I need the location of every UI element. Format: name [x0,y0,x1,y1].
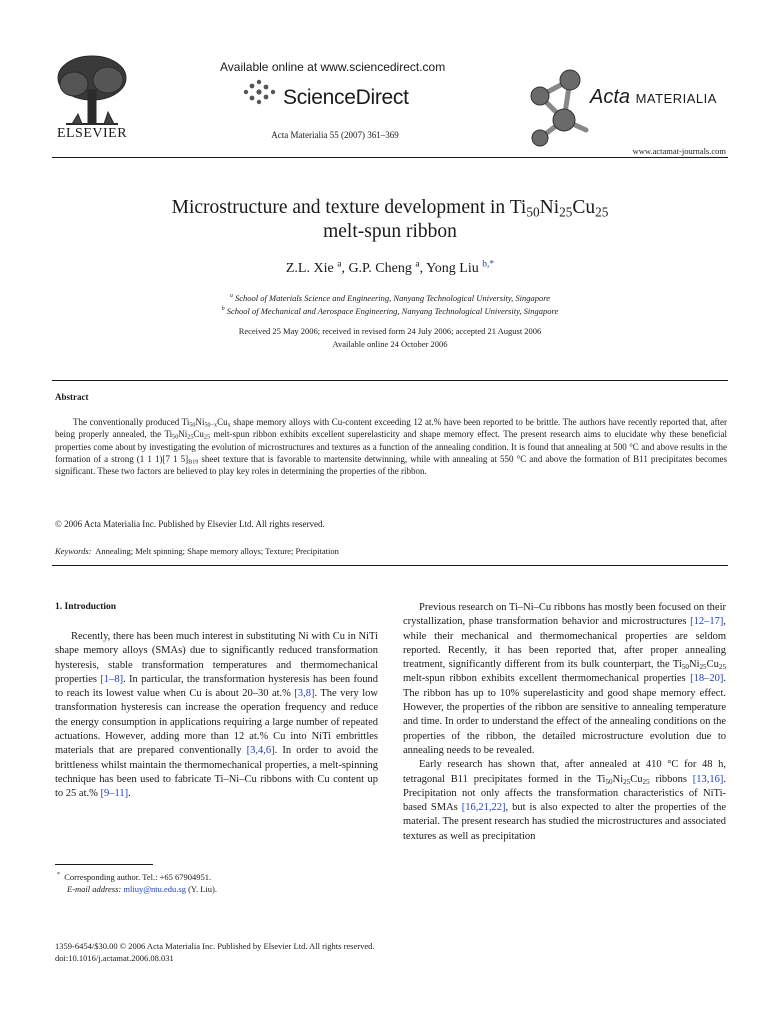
email-link[interactable]: mliuy@ntu.edu.sg [123,884,186,894]
citation-link[interactable]: [13,16] [692,773,724,785]
available-online-link[interactable]: Available online at www.sciencedirect.com [220,60,446,74]
title-cu: Cu [572,197,596,218]
citation-link[interactable]: [3,8] [294,688,315,700]
abstract-body: The conventionally produced $Ti_{50}Ni_{50-x}Cu_x$ shape memory alloys with Cu-content exceeding 12 at.% have been reported to be brittle. The authors have recently reported that, after being properly annealed, the $Ti_{50}Ni_{25}Cu_{25}$ melt-spun ribbon exhibits excellent superelasticity and shape memory effect. The present research aims to elucidate why these beneficial properties come about by investigating the evolution of microstructures and textures as a function of the annealing condition. It is found that annealing at 500 °C and above results in the formation of a strong (1 1 1)[7 1 $5]_{B19}$ sheet texture that is favorable to martensite detwinning, while with annealing at 550 °C and above the formation of B11 precipitates becomes significant. These two factors are believed to play key roles in determining the properties of the ribbon. [55,417,728,477]
author-list: Z.L. Xie $^a$, G.P. Cheng $^a$, Yong Liu $^{b,*}$ [285,259,495,276]
journal-name [590,86,717,109]
author-affiliation-mark: a [415,259,420,270]
citation-link[interactable]: [18–20] [690,673,724,685]
sciencedirect-logo-text: ScienceDirect [283,86,409,109]
intro-paragraph-1: Recently, there has been much interest in substituting Ni with Cu in NiTi shape memory alloys (SMAs) due to significantly reduced transformation hysteresis, stable transformation temperatures and thermomechanical properties [1–8]. In particular, the transformation hysteresis has been found to reach its lowest value when Cu is about 20–30 at.% [3,8]. The very low transformation hysteresis can increase the operation frequency and reduce the energy consumption in applications requiring a large number of repeated actuations. However, adding more than 12 at.% Cu into NiTi embrittles materials that are prepared conventionally [3,4,6]. In order to avoid the brittleness whilst maintain the thermomechanical properties, a melt-spinning technique has been used to fabricate Ti–Ni–Cu ribbons with Cu content up to 25 at.% [9–11]. [55,631,378,800]
abstract-heading: Abstract [55,392,89,402]
title-text: Microstructure and texture development in Ti [171,197,527,218]
title-ni-subscript: 25 [559,204,573,220]
citation-link[interactable]: [9–11] [100,788,129,800]
keywords-label: Keywords: [55,546,92,556]
available-online-date: Available online 24 October 2006 [332,339,448,349]
journal-url-link[interactable]: www.actamat-journals.com [632,146,726,156]
intro-paragraph-2: Previous research on Ti–Ni–Cu ribbons has mostly been focused on their crystallization, phase transformation behavior and microstructures [12–17], while their mechanical and thermomechanical properties are seldom reported. Recently, it has been reported that, after proper annealing treatment, significantly different from its bulk counterpart, the $Ti_{50}Ni_{25}Cu_{25}$ melt-spun ribbon exhibits excellent thermomechanical properties [18–20]. The ribbon has up to 10% superelasticity and good shape memory effect. However, the properties of the ribbon are sensitive to annealing temperature and time. In order to understand the effect of the annealing conditions on the properties of the ribbon, the detailed microstructure evolution due to annealing needs to be revealed. [403,602,726,756]
author-name: Yong Liu [426,261,479,276]
author-affiliation-mark: a [337,259,342,270]
intro-paragraph-3: Early research has shown that, after annealed at 410 °C for 48 h, tetragonal B11 precipitates formed in the $Ti_{50}Ni_{25}Cu_{25}$ ribbons [13,16]. Precipitation not only affects the transformation characteristics of NiTi-based SMAs [16,21,22], but is also expected to alter the properties of the material. The present research has studied the microstructures and associated textures as well as precipitation [403,759,727,842]
title-cu-subscript: 25 [595,204,609,220]
affiliation-a: $^a$ School of Materials Science and Engineering, Nanyang Technological University, Singapore [229,293,551,303]
received-dates: Received 25 May 2006; received in revised form 24 July 2006; accepted 21 August 2006 [238,326,542,336]
citation-link[interactable]: [3,4,6] [246,745,275,757]
keywords [55,546,339,556]
issn-line: 1359-6454/$30.00 © 2006 Acta Materialia Inc. Published by Elsevier Ltd. All rights reserved. [55,941,375,951]
article-dates [52,325,728,351]
journal-name-materialia: MATERIALIA [635,91,717,106]
footnote-divider [55,864,153,865]
right-column [403,601,726,844]
citation-link[interactable]: [16,21,22] [461,802,506,814]
keywords-list: Annealing; Melt spinning; Shape memory alloys; Texture; Precipitation [95,546,339,556]
header-divider [52,157,728,158]
affiliation-b: $^b$ School of Mechanical and Aerospace Engineering, Nanyang Technological University, Singapore [221,306,559,316]
affiliations [52,292,728,318]
footnote-email: E-mail address: mliuy@ntu.edu.sg (Y. Liu). [67,884,217,894]
corresponding-author-mark[interactable]: b,* [482,259,495,270]
citation-link[interactable]: [12–17] [690,616,724,628]
footnote [55,871,378,895]
title-ti-subscript: 50 [526,204,540,220]
abstract-divider [52,380,728,381]
left-column [55,630,378,802]
publisher-name: ELSEVIER [56,126,128,141]
journal-name-acta: Acta [590,86,631,108]
section-heading: 1. Introduction [55,602,117,612]
title-ni: Ni [539,197,560,218]
author-name: G.P. Cheng [348,261,412,276]
footnote-corresponding: * Corresponding author. Tel.: +65 67904951. [57,872,212,882]
issn-doi [55,940,475,964]
abstract-copyright: © 2006 Acta Materialia Inc. Published by Elsevier Ltd. All rights reserved. [55,519,325,529]
doi-line: doi:10.1016/j.actamat.2006.08.031 [55,953,174,963]
article-title [52,196,728,244]
citation-link[interactable]: [1–8] [100,673,124,685]
title-line2: melt-spun ribbon [323,221,457,242]
journal-reference: Acta Materialia 55 (2007) 361–369 [271,130,399,140]
keywords-divider [52,565,728,566]
author-name: Z.L. Xie [285,261,334,276]
sciencedirect-dots-icon [240,78,280,106]
